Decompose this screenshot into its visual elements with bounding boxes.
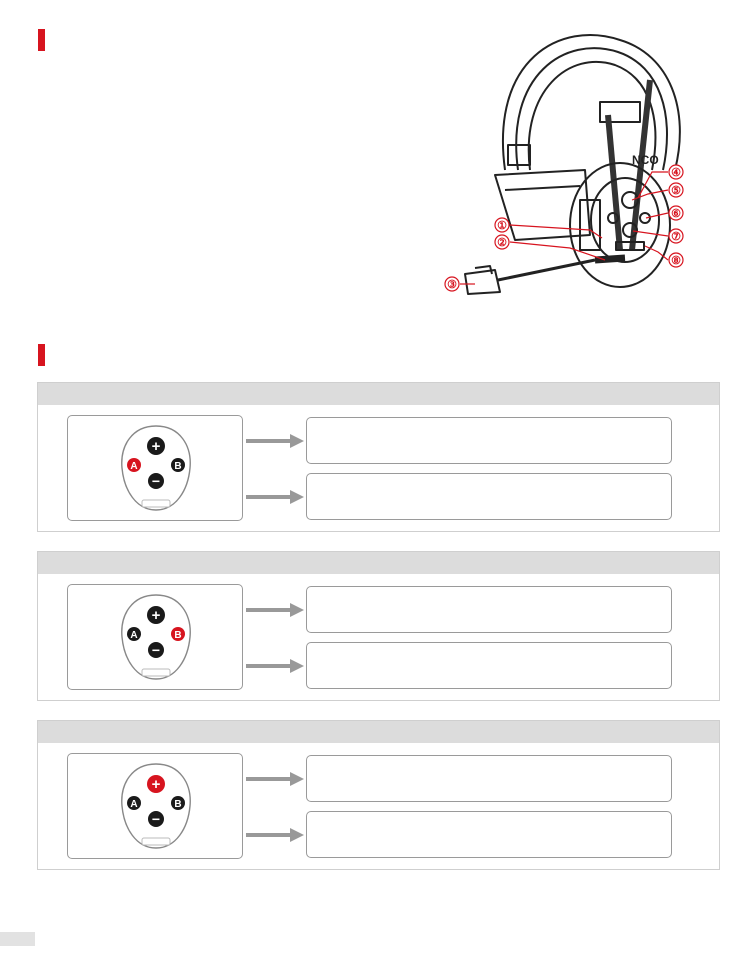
description-box <box>306 811 672 858</box>
arrow-icon <box>246 658 306 674</box>
arrow-icon <box>246 771 306 787</box>
headset-illustration <box>420 20 720 310</box>
control-panel-1 <box>37 382 720 532</box>
b-button-label: B <box>174 461 182 472</box>
panel-header <box>38 552 719 574</box>
page-number-tab <box>0 932 35 946</box>
callout-8: ⑧ <box>671 255 681 267</box>
button-pad-icon <box>118 593 194 683</box>
description-box <box>306 586 672 633</box>
control-panel-3 <box>37 720 720 870</box>
panel-header <box>38 721 719 743</box>
description-box <box>306 755 672 802</box>
description-box <box>306 642 672 689</box>
a-button-label: A <box>130 630 138 641</box>
a-button-label: A <box>130 461 138 472</box>
plus-button-label: + <box>151 607 161 624</box>
section-marker-top <box>38 29 45 51</box>
description-box <box>306 417 672 464</box>
button-pad-icon <box>118 762 194 852</box>
callout-6: ⑥ <box>671 208 681 220</box>
button-diagram <box>67 415 243 521</box>
callout-3: ③ <box>447 279 457 291</box>
plus-button-label: + <box>151 776 161 793</box>
button-diagram <box>67 753 243 859</box>
callout-2: ② <box>497 237 507 249</box>
b-button-label: B <box>174 630 182 641</box>
panel-header <box>38 383 719 405</box>
brand-logo-fragment: NCO <box>632 153 659 167</box>
minus-button-label: − <box>151 642 161 658</box>
callout-1: ① <box>497 220 507 232</box>
description-box <box>306 473 672 520</box>
arrow-icon <box>246 602 306 618</box>
callout-5: ⑤ <box>671 185 681 197</box>
arrow-icon <box>246 433 306 449</box>
control-panel-2 <box>37 551 720 701</box>
arrow-icon <box>246 489 306 505</box>
button-diagram <box>67 584 243 690</box>
minus-button-label: − <box>151 473 161 489</box>
minus-button-label: − <box>151 811 161 827</box>
a-button-label: A <box>130 799 138 810</box>
callout-4: ④ <box>671 167 681 179</box>
b-button-label: B <box>174 799 182 810</box>
callout-7: ⑦ <box>671 231 681 243</box>
section-marker-controls <box>38 344 45 366</box>
arrow-icon <box>246 827 306 843</box>
button-pad-icon <box>118 424 194 514</box>
plus-button-label: + <box>151 438 161 455</box>
